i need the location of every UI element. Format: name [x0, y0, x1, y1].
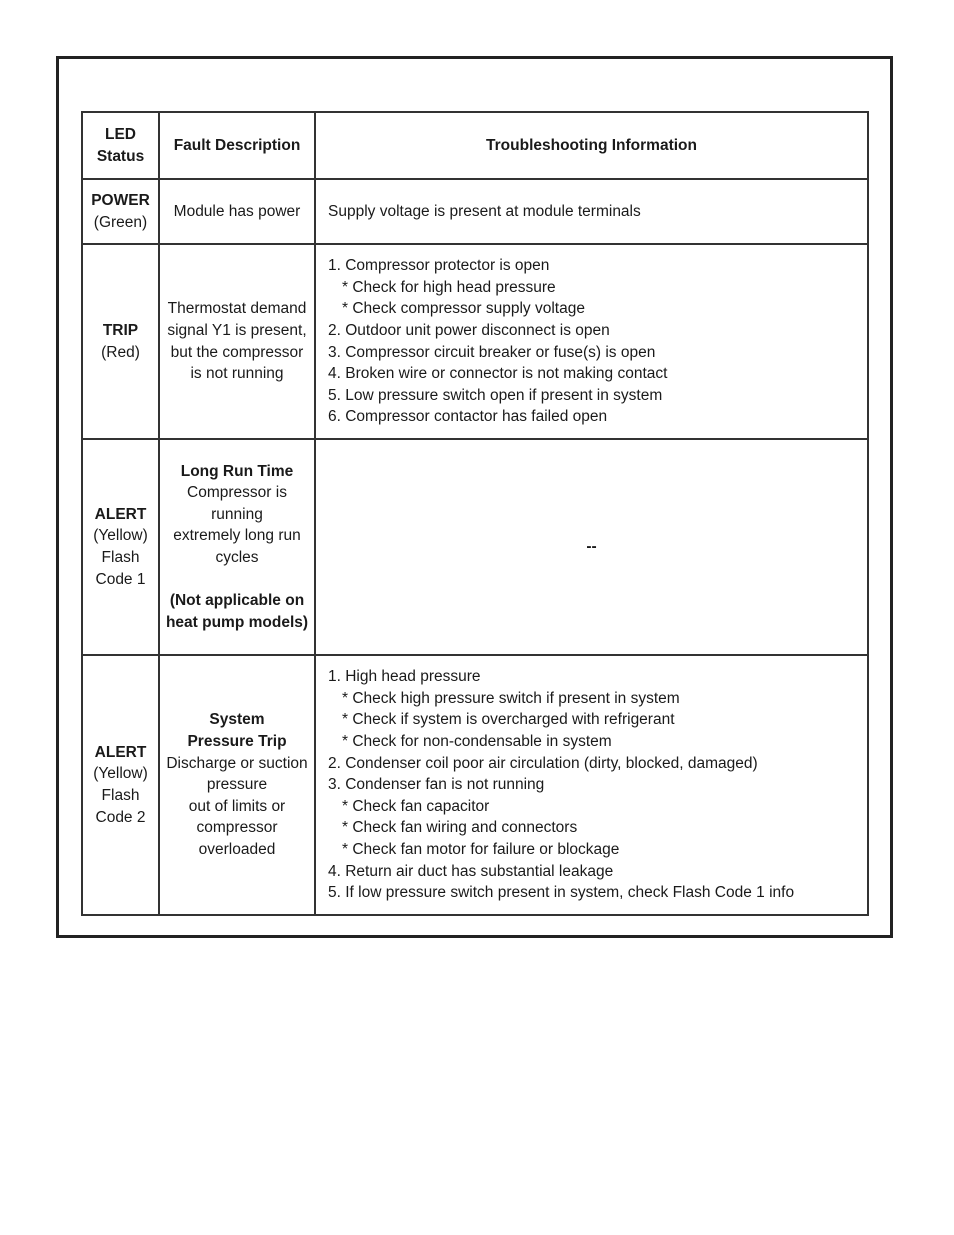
info-item: 5. Low pressure switch open if present in system — [328, 386, 663, 404]
led-status-cell — [82, 244, 159, 439]
header-fault-description: Fault Description — [159, 112, 315, 179]
info-item: 2. Outdoor unit power disconnect is open — [328, 321, 610, 339]
fault-text-line: Module has power — [173, 202, 301, 220]
info-subitem: * Check if system is overcharged with refrigerant — [342, 711, 675, 729]
fault-text-line: signal Y1 is present, — [167, 321, 307, 339]
info-subitem: * Check fan motor for failure or blockage — [342, 840, 620, 858]
led-status-name: POWER — [91, 191, 150, 209]
info-line: Supply voltage is present at module terminals — [328, 202, 641, 220]
led-status-detail: Flash — [101, 787, 140, 804]
header-led-line1: LED — [105, 125, 136, 143]
troubleshooting-cell — [315, 179, 868, 244]
troubleshooting-list — [328, 666, 867, 904]
fault-text-line: is not running — [190, 365, 284, 383]
fault-text-line: cycles — [215, 549, 259, 566]
table-header-row — [82, 112, 868, 179]
fault-text-line: overloaded — [198, 840, 276, 858]
header-troubleshooting-information: Troubleshooting Information — [315, 112, 868, 179]
led-status-cell — [82, 179, 159, 244]
fault-note: (Not applicable on — [169, 592, 305, 610]
fault-text-line: Thermostat demand — [167, 300, 307, 318]
info-subitem: * Check high pressure switch if present in system — [342, 689, 680, 707]
info-subitem: * Check compressor supply voltage — [342, 300, 585, 318]
info-subitem: * Check for non-condensable in system — [342, 733, 612, 751]
troubleshooting-table — [81, 111, 869, 916]
led-status-name: ALERT — [94, 743, 147, 761]
led-status-detail: (Green) — [93, 213, 148, 231]
fault-title: Pressure Trip — [187, 733, 287, 751]
fault-text-line: out of limits or — [188, 797, 286, 815]
info-subitem: * Check for high head pressure — [342, 278, 556, 296]
info-subitem: * Check fan capacitor — [342, 797, 490, 815]
led-status-detail: (Red) — [101, 343, 140, 361]
fault-note: heat pump models) — [165, 613, 309, 631]
info-dash: -- — [586, 538, 597, 556]
fault-description-cell — [159, 179, 315, 244]
fault-text-line: compressor — [196, 819, 278, 837]
led-status-name: TRIP — [102, 321, 139, 339]
led-status-detail: (Yellow) — [93, 765, 148, 783]
fault-description-cell — [159, 439, 315, 655]
table-row — [82, 179, 868, 244]
info-item: 1. High head pressure — [328, 668, 481, 686]
info-item: 1. Compressor protector is open — [328, 257, 550, 275]
fault-text-line: Discharge or suction — [166, 754, 308, 772]
info-subitem: * Check fan wiring and connectors — [342, 819, 578, 837]
led-status-detail: (Yellow) — [93, 527, 148, 545]
fault-text-line: but the compressor — [170, 343, 304, 361]
led-status-detail: Code 2 — [95, 808, 146, 826]
info-item: 2. Condenser coil poor air circulation (dirty, blocked, damaged) — [328, 754, 758, 772]
led-status-detail: Code 1 — [95, 570, 146, 588]
fault-text-line: running — [211, 505, 263, 523]
table-row — [82, 655, 868, 915]
info-item: 3. Compressor circuit breaker or fuse(s) is open — [328, 343, 656, 361]
info-item: 4. Broken wire or connector is not making contact — [328, 365, 668, 383]
fault-text-line: Compressor is — [187, 484, 287, 502]
led-status-detail: Flash — [101, 549, 140, 566]
table-row — [82, 244, 868, 439]
info-item: 6. Compressor contactor has failed open — [328, 408, 608, 426]
info-item: 4. Return air duct has substantial leakage — [328, 862, 614, 880]
fault-description-cell — [159, 655, 315, 915]
led-status-cell — [82, 655, 159, 915]
info-item: 5. If low pressure switch present in system, check Flash Code 1 info — [328, 884, 795, 902]
troubleshooting-cell — [315, 655, 868, 915]
troubleshooting-list — [328, 255, 867, 428]
fault-title: Long Run Time — [180, 462, 294, 480]
led-status-cell — [82, 439, 159, 655]
fault-text-line: pressure — [206, 776, 268, 794]
led-status-name: ALERT — [94, 505, 147, 523]
troubleshooting-cell — [315, 244, 868, 439]
table-row — [82, 439, 868, 655]
troubleshooting-cell — [315, 439, 868, 655]
spacer — [160, 569, 314, 591]
info-item: 3. Condenser fan is not running — [328, 776, 545, 794]
header-led-status — [82, 112, 159, 179]
header-led-line2: Status — [96, 147, 145, 165]
fault-description-cell — [159, 244, 315, 439]
fault-text-line: extremely long run — [173, 527, 301, 545]
fault-title: System — [209, 711, 265, 729]
